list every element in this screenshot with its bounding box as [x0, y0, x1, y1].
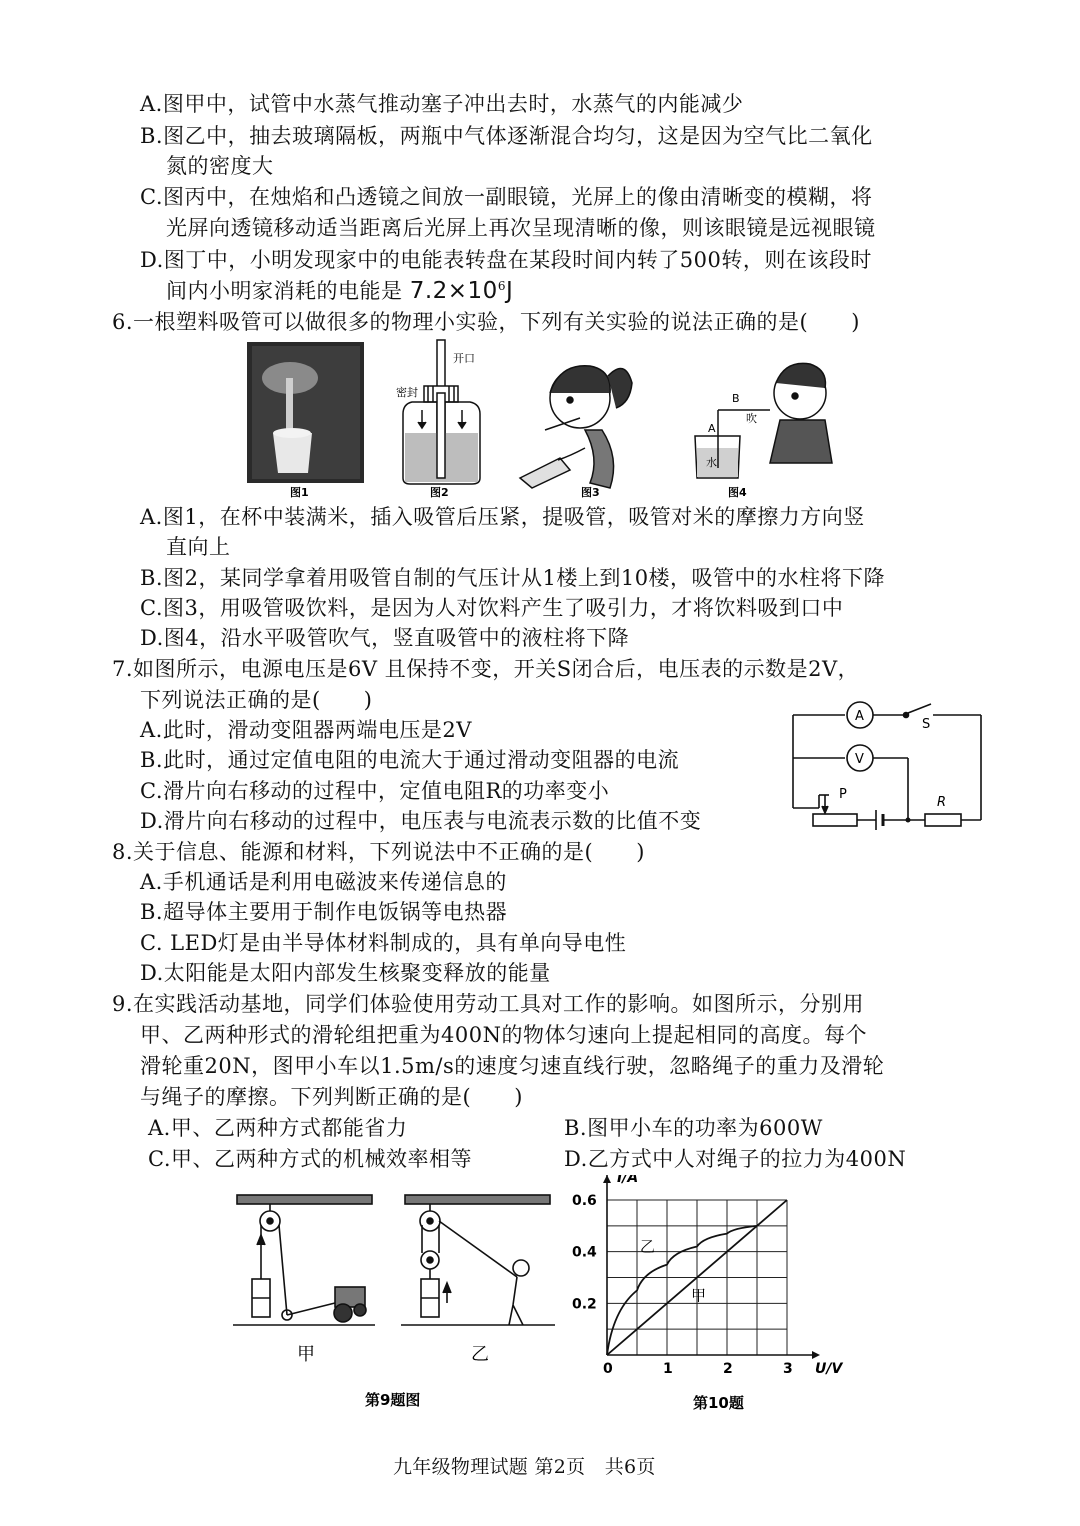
fig4-a-label: A: [708, 422, 716, 435]
resistor-label: R: [937, 795, 947, 810]
q5-option-c: C.图丙中，在烛焰和凸透镜之间放一副眼镜，光屏上的像由清晰变的模糊，将: [140, 185, 873, 209]
fig10-caption: 第10题: [693, 1394, 744, 1412]
q8-option-c: C. LED灯是由半导体材料制成的，具有单向导电性: [140, 931, 627, 955]
fig1-label: 图1: [290, 486, 309, 499]
q7-option-c: C.滑片向右移动的过程中，定值电阻R的功率变小: [140, 779, 610, 803]
q7-option-a: A.此时，滑动变阻器两端电压是2V: [140, 718, 472, 742]
fig4-blow-label: 吹: [746, 412, 757, 425]
q9-stem: 9.在实践活动基地，同学们体验使用劳动工具对工作的影响。如图所示，分别用: [112, 992, 865, 1016]
x-axis-label: U/V: [815, 1361, 843, 1377]
fig9-caption: 第9题图: [365, 1391, 421, 1409]
q7-stem: 7.如图所示，电源电压是6V 且保持不变，开关S闭合后，电压表的示数是2V，: [112, 657, 860, 681]
q6-option-a-cont: 直向上: [166, 535, 231, 559]
fig9-yi-label: 乙: [471, 1344, 489, 1365]
fig9-jia-label: 甲: [297, 1344, 315, 1365]
q6-option-b: B.图2，某同学拿着用吸管自制的气压计从1楼上到10楼，吸管中的水柱将下降: [140, 566, 886, 590]
y-tick-label: 0.2: [572, 1296, 597, 1313]
q6-option-c: C.图3，用吸管吸饮料，是因为人对饮料产生了吸引力，才将饮料吸到口中: [140, 596, 844, 620]
voltmeter-label: V: [855, 752, 864, 767]
q5-option-a: A.图甲中，试管中水蒸气推动塞子冲出去时，水蒸气的内能减少: [140, 92, 744, 116]
q9-option-a: A.甲、乙两种方式都能省力: [148, 1116, 408, 1140]
fig4-b-label: B: [732, 392, 740, 405]
y-tick-label: 0.6: [572, 1193, 597, 1209]
pulley-jia: [233, 1195, 375, 1325]
switch-label: S: [922, 717, 931, 732]
q5-option-b-cont: 氮的密度大: [166, 154, 274, 178]
x-tick-label: 0: [603, 1361, 613, 1377]
q6-option-a: A.图1，在杯中装满米，插入吸管后压紧，提吸管，吸管对米的摩擦力方向竖: [140, 505, 865, 529]
q6-figures: [240, 338, 980, 508]
q8-option-b: B.超导体主要用于制作电饭锅等电热器: [140, 900, 508, 924]
pulley-yi: [401, 1195, 555, 1325]
q8-stem: 8.关于信息、能源和材料，下列说法中不正确的是( ): [112, 840, 645, 864]
ammeter-label: A: [855, 709, 864, 724]
q9-stem-cont3: 与绳子的摩擦。下列判断正确的是( ): [140, 1085, 523, 1109]
q5-option-d: D.图丁中，小明发现家中的电能表转盘在某段时间内转了500转，则在该段时: [140, 248, 872, 272]
q9-option-b: B.图甲小车的功率为600W: [564, 1116, 823, 1140]
q8-option-d: D.太阳能是太阳内部发生核聚变释放的能量: [140, 961, 551, 985]
fig4-label: 图4: [728, 486, 747, 499]
fig3-label: 图3: [581, 486, 600, 499]
fig1-photo: [247, 342, 364, 483]
q7-stem-cont: 下列说法正确的是( ): [140, 688, 373, 712]
q9-stem-cont2: 滑轮重20N，图甲小车以1.5m/s的速度匀速直线行驶，忽略绳子的重力及滑轮: [140, 1054, 885, 1078]
x-tick-label: 2: [723, 1361, 733, 1377]
page-footer: 九年级物理试题 第2页 共6页: [393, 1456, 656, 1478]
fig2-seal-label: 密封: [396, 386, 418, 399]
slider-label: P: [839, 787, 847, 802]
q5-option-d-cont: 间内小明家消耗的电能是 $7.2\times 10^6J$: [166, 278, 514, 304]
y-axis-label: I/A: [617, 1175, 639, 1186]
q5-option-b: B.图乙中，抽去玻璃隔板，两瓶中气体逐渐混合均匀，这是因为空气比二氧化: [140, 124, 873, 148]
q7-option-d: D.滑片向右移动的过程中，电压表与电流表示数的比值不变: [140, 809, 702, 833]
x-tick-label: 3: [783, 1361, 793, 1377]
fig3-girl: [520, 366, 632, 488]
q10-chart: [565, 1175, 865, 1425]
fig4-water-label: 水: [706, 456, 717, 469]
y-axis-arrow: [603, 1175, 611, 1183]
x-tick-label: 1: [663, 1361, 673, 1377]
q9-option-d: D.乙方式中人对绳子的拉力为400N: [564, 1147, 907, 1171]
q9-option-c: C.甲、乙两种方式的机械效率相等: [148, 1147, 472, 1171]
q5-option-c-cont: 光屏向透镜移动适当距离后光屏上再次呈现清晰的像，则该眼镜是远视眼镜: [166, 216, 876, 240]
q9-figure: [225, 1185, 565, 1420]
q8-option-a: A.手机通话是利用电磁波来传递信息的: [140, 870, 507, 894]
fig2-label: 图2: [430, 486, 449, 499]
q7-circuit: [785, 700, 990, 835]
q9-stem-cont1: 甲、乙两种形式的滑轮组把重为400N的物体匀速向上提起相同的高度。每个: [140, 1023, 867, 1047]
series-label-yi: 乙: [640, 1237, 656, 1256]
q7-option-b: B.此时，通过定值电阻的电流大于通过滑动变阻器的电流: [140, 748, 680, 772]
series-label-jia: 甲: [691, 1286, 707, 1305]
fig2-open-label: 开口: [453, 352, 475, 365]
q6-stem: 6.一根塑料吸管可以做很多的物理小实验，下列有关实验的说法正确的是( ): [112, 310, 860, 334]
y-tick-label: 0.4: [572, 1244, 597, 1261]
q6-option-d: D.图4，沿水平吸管吹气，竖直吸管中的液柱将下降: [140, 626, 630, 650]
x-axis-arrow: [812, 1351, 820, 1359]
